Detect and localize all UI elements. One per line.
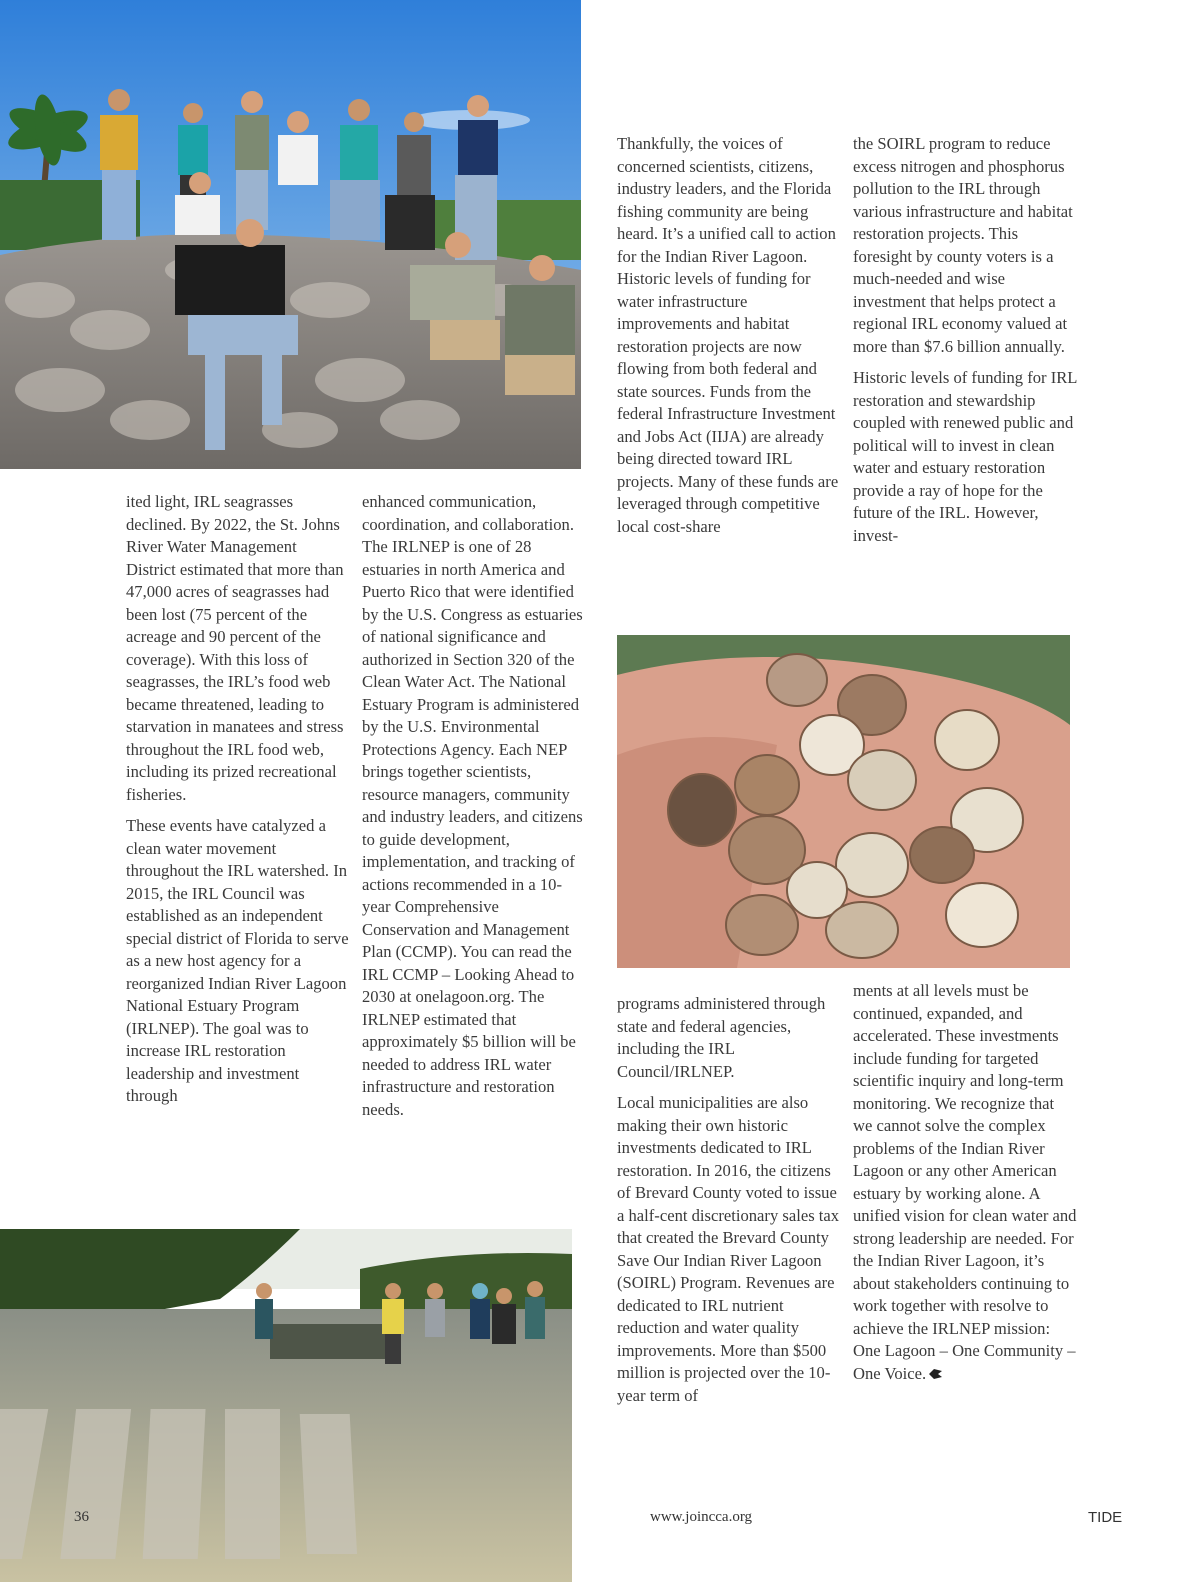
hand-holding-clams-image [617,635,1070,968]
end-mark-fish-icon [928,1367,944,1381]
column-1-paragraph-2: These events have catalyzed a clean water movement throughout the IRL watershed. In 2015, the IRL Council was established as an independent special district of Florida to serve as a new host agency for a reorganized Indian River Lagoon National Estuary Program (IRLNEP). The goal was to increase IRL restoration leadership and investment through [126,816,349,1105]
article-column-1 [126,491,350,1221]
column-4-top-paragraph-1: the SOIRL program to reduce excess nitrogen and phosphorus pollution to the IRL through various infrastructure and habitat restoration projects. This foresight by county voters is a much-needed and wise investment that helps protect a regional IRL economy valued at more than $7.6 billion annually. [853,134,1073,356]
article-column-2 [362,491,586,1221]
clams-photo [617,635,1070,968]
column-4-bottom-paragraph-1 [853,980,1077,1385]
bottom-photo [0,1229,572,1582]
column-3-bottom-paragraph-1: programs administered through state and federal agencies, including the IRL Council/IRLNEP. [617,994,826,1081]
magazine-name: TIDE [1088,1509,1123,1526]
column-3-bottom-paragraph-2: Local municipalities are also making their own historic investments dedicated to IRL restoration. In 2016, the citizens of Brevard County voted to issue a half-cent discretionary sales tax that created the Brevard County Save Our Indian River Lagoon (SOIRL) Program. Revenues are dedicated to IRL nutrient reduction and water quality improvements. More than $500 million is projected over the 10-year term of [617,1093,840,1405]
article-column-4-bottom [853,980,1077,1485]
column-4-bottom-text: ments at all levels must be continued, expanded, and accelerated. These investments include funding for targeted scientific inquiry and long-term monitoring. We recognize that we cannot solve the complex problems of the Indian River Lagoon or any other American estuary by working alone. A unified vision for clean water and strong leadership are needed. For the Indian River Lagoon, it’s about stakeholders continuing to work together with resolve to achieve the IRLNEP mission: One Lagoon – One Community – One Voice. [853,981,1077,1383]
website-url[interactable]: www.joincca.org [650,1509,753,1525]
column-2-paragraph-1: enhanced communication, coordination, and collaboration. The IRLNEP is one of 28 estuaries in north America and Puerto Rico that were identified by the U.S. Congress as estuaries of national significance and authorized in Section 320 of the Clean Water Act. The National Estuary Program is administered by the U.S. Environmental Protections Agency. Each NEP brings together scientists, resource managers, community and industry leaders, and citizens to guide development, implementation, and tracking of actions recommended in a 10-year Comprehensive Conservation and Management Plan (CCMP). You can read the IRL CCMP – Looking Ahead to 2030 at onelagoon.org. The IRLNEP estimated that approximately $5 billion will be needed to address IRL water infrastructure and restoration needs. [362,492,583,1119]
column-3-top-paragraph-1: Thankfully, the voices of concerned scientists, citizens, industry leaders, and the Florida fishing community are being heard. It’s a unified call to action for the Indian River Lagoon. Historic levels of funding for water infrastructure improvements and habitat restoration projects are now flowing from both federal and state sources. Funds from the federal Infrastructure Investment and Jobs Act (IIJA) are already being directed toward IRL projects. Many of these funds are leveraged through competitive local cost-share [617,134,839,536]
column-4-top-paragraph-2: Historic levels of funding for IRL restoration and stewardship coupled with renewed public and political will to invest in clean water and estuary restoration provide a ray of hope for the future of the IRL. However, invest- [853,368,1077,545]
volunteers-in-lagoon-image [0,1229,572,1582]
page-number: 36 [74,1509,89,1525]
volunteers-on-oyster-reef-image [0,0,581,469]
article-column-3-top [617,133,841,615]
top-photo [0,0,581,469]
article-column-3-bottom [617,993,841,1483]
column-1-paragraph-1: ited light, IRL seagrasses declined. By 2022, the St. Johns River Water Management District estimated that more than 47,000 acres of seagrasses had been lost (75 percent of the acreage and 90 percent of the coverage). With this loss of seagrasses, the IRL’s food web became threatened, leading to starvation in manatees and stress throughout the IRL food web, including its prized recreational fisheries. [126,492,344,804]
article-column-4-top [853,133,1077,615]
